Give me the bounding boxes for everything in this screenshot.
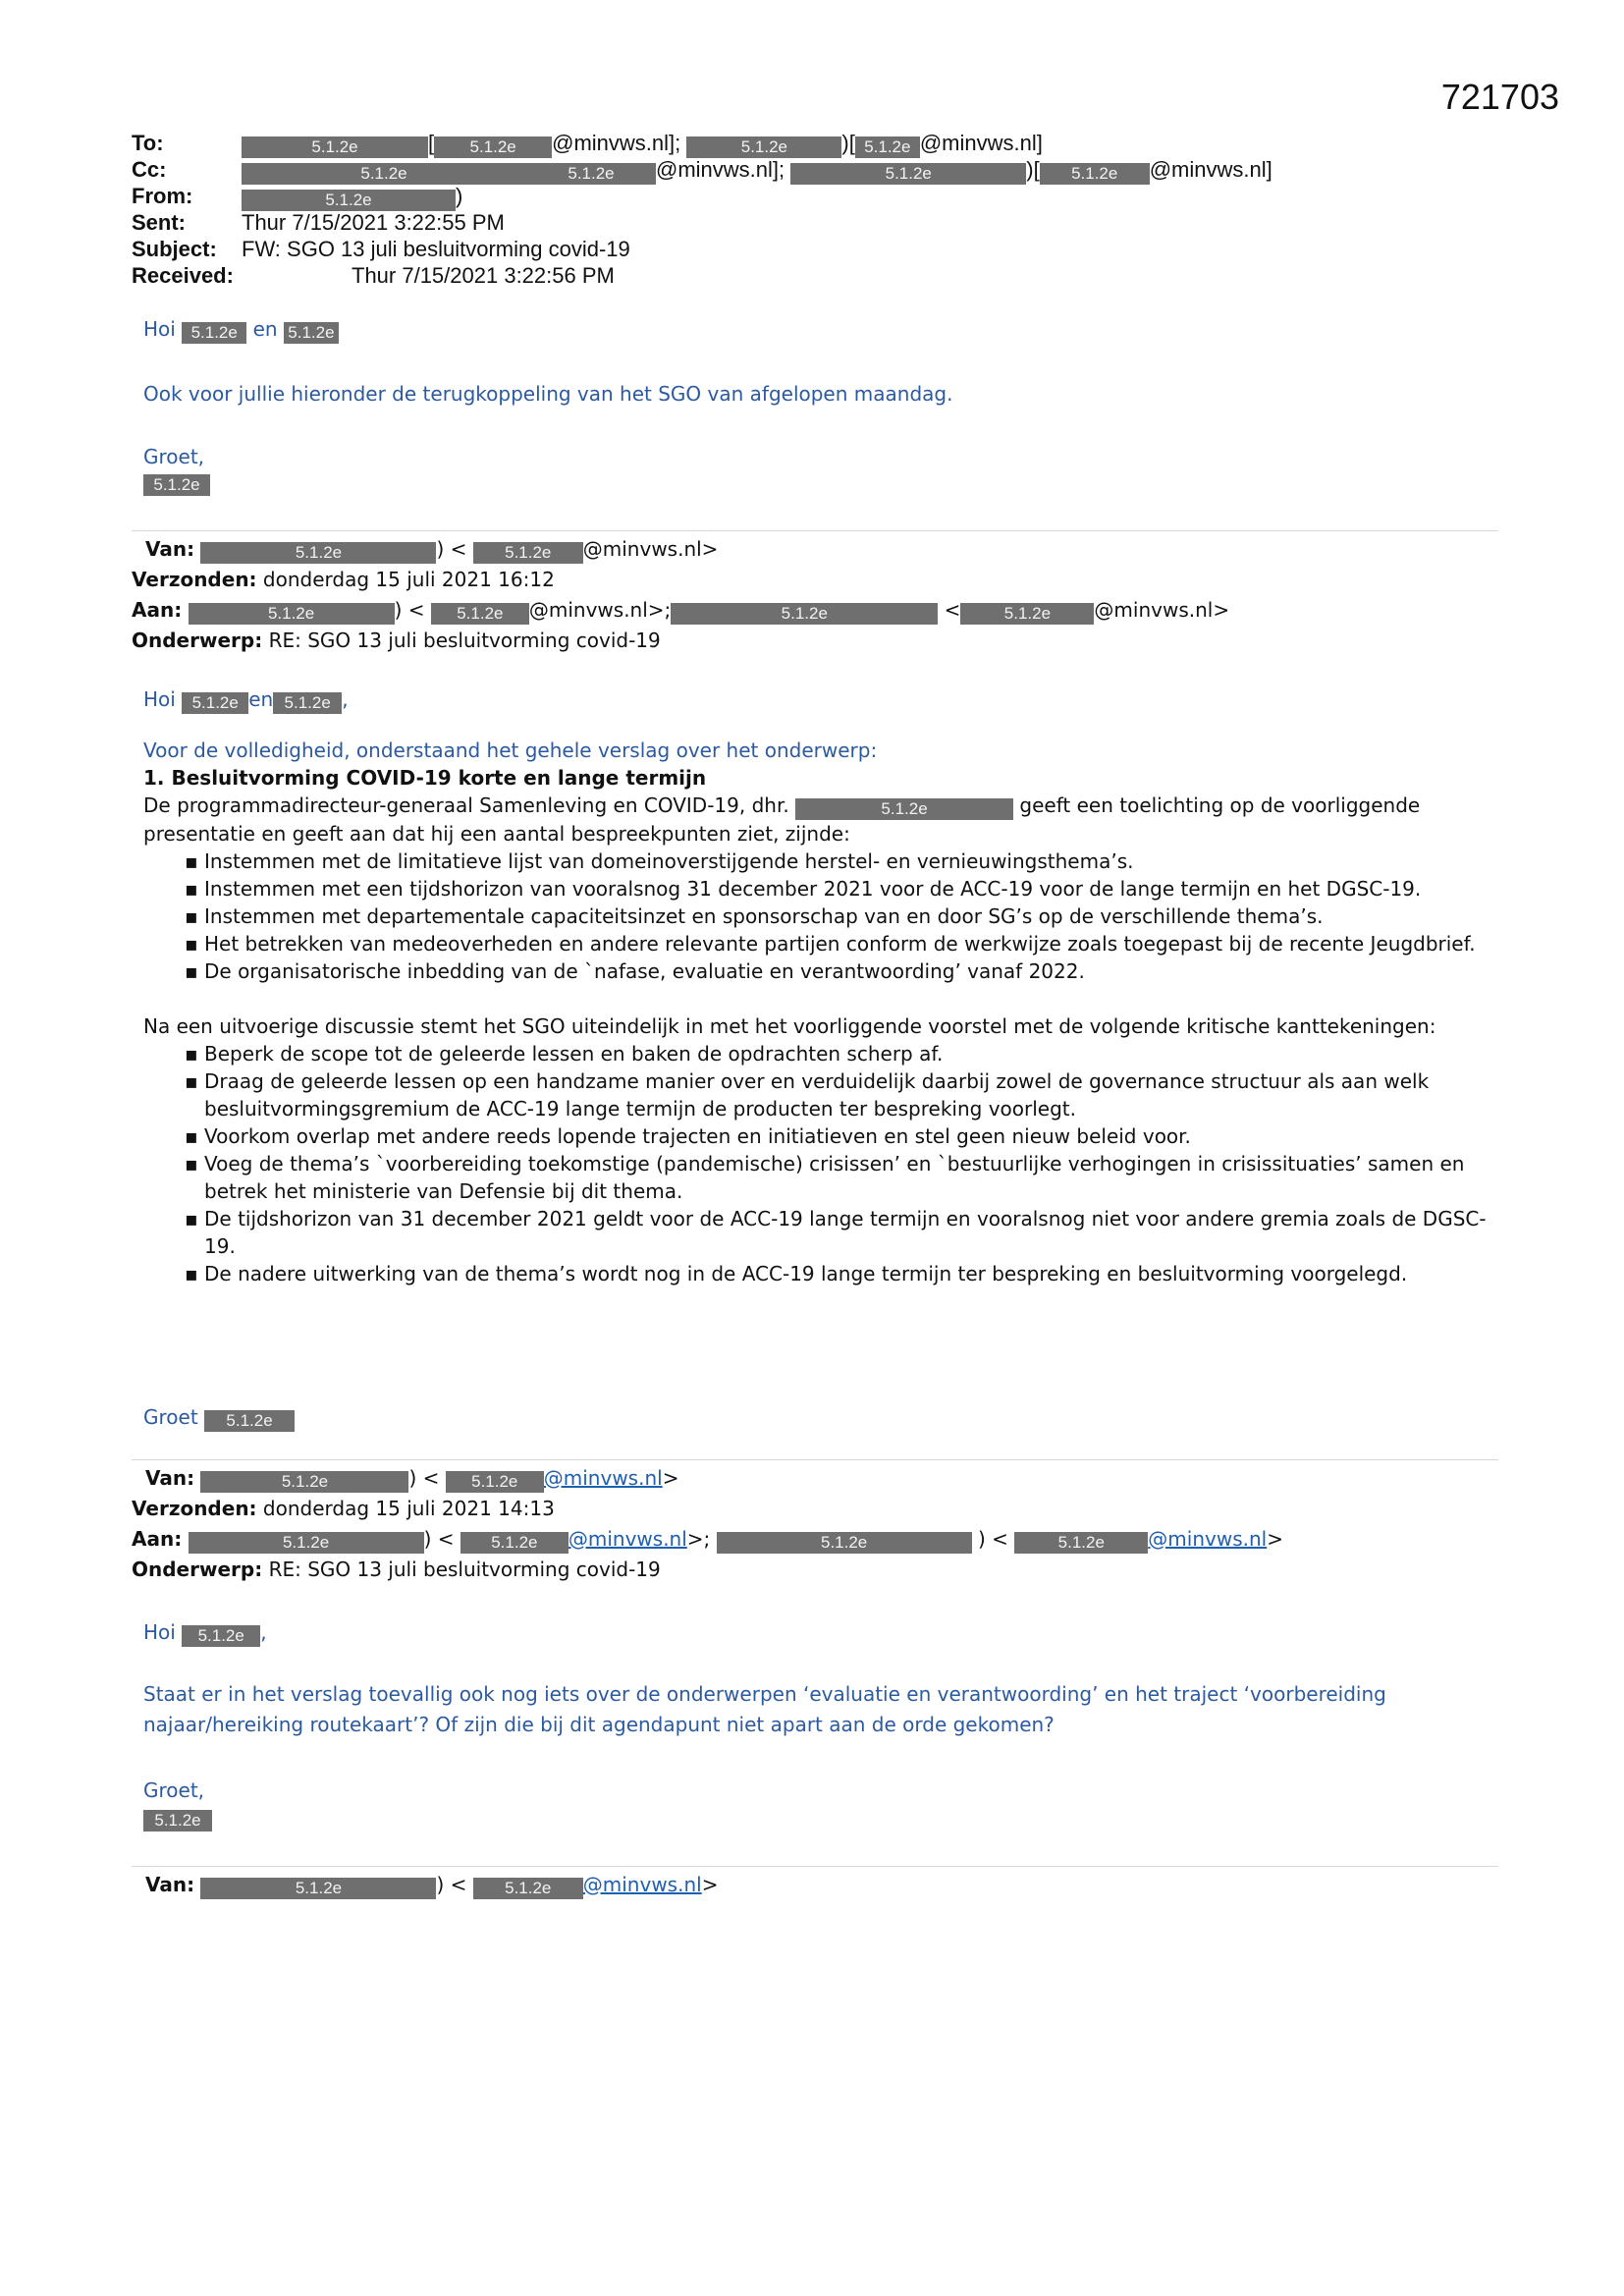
sent-value: Thur 7/15/2021 3:22:55 PM [242, 210, 505, 235]
redaction: 5.1.2e [182, 692, 248, 714]
msg2-text: Staat er in het verslag toevallig ook nog iets over de onderwerpen ‘evaluatie en verantwoording’ en het traject ‘voorbereiding najaar/hereiking routekaart’? Of zijn die bij dit agendapunt niet apart aan de orde gekomen? [143, 1682, 1386, 1736]
top-greeting: Hoi 5.1.2e en 5.1.2e [143, 314, 1498, 345]
redaction: 5.1.2e [795, 798, 1013, 820]
msg1-greeting: Hoi 5.1.2e en 5.1.2e , [143, 687, 349, 712]
msg2-verzonden: Verzonden: donderdag 15 juli 2021 14:13 [132, 1497, 555, 1520]
subject-label: Subject: [132, 237, 217, 261]
msg1-closing: Groet 5.1.2e [143, 1402, 1498, 1433]
list-item: ▪ Voeg de thema’s `voorbereiding toekomstige (pandemische) crisissen’ en `bestuurlijke verhogingen in crisissituaties’ samen en betrek het ministerie van Defensie bij dit thema. [204, 1150, 1504, 1205]
email-link[interactable]: @minvws.nl [1148, 1527, 1268, 1551]
redaction: 5.1.2e [200, 1878, 436, 1899]
points-list [143, 847, 1504, 985]
email-link[interactable]: @minvws.nl [568, 1527, 687, 1551]
redaction: 5.1.2e [460, 1532, 568, 1554]
redaction: 5.1.2e [473, 542, 583, 564]
redaction: 5.1.2e [1014, 1532, 1148, 1554]
email-link[interactable]: @minvws.nl [543, 1466, 663, 1490]
redaction: 5.1.2e [273, 692, 342, 714]
list-item: ▪ De organisatorische inbedding van de `nafase, evaluatie en verantwoording’ vanaf 2022. [204, 957, 1504, 985]
remarks-list [143, 1040, 1504, 1287]
redaction: 5.1.2e [431, 603, 529, 625]
list-item: ▪ Draag de geleerde lessen op een handzame manier over en verduidelijk daarbij zowel de governance structuur als aan welk besluitvormingsgremium de ACC-19 lange termijn de producten ter bespreking voorlegt. [204, 1067, 1504, 1122]
msg1-discussion: Na een uitvoerige discussie stemt het SGO uiteindelijk in met het voorliggende voorstel met de volgende kritische kanttekeningen: [143, 1014, 1436, 1038]
redaction: 5.1.2e [242, 163, 526, 185]
redaction: 5.1.2e [182, 1625, 260, 1647]
redaction: 5.1.2e [446, 1471, 544, 1493]
redaction: 5.1.2e [143, 474, 210, 496]
redaction: 5.1.2e [1040, 163, 1150, 185]
redaction: 5.1.2e [686, 137, 841, 158]
redaction: 5.1.2e [717, 1532, 972, 1554]
redaction: 5.1.2e [189, 1532, 424, 1554]
list-item: ▪ Instemmen met departementale capaciteitsinzet en sponsorschap van en door SG’s op de verschillende thema’s. [204, 902, 1504, 930]
msg2-onderwerp: Onderwerp: RE: SGO 13 juli besluitvorming covid-19 [132, 1558, 661, 1581]
received-label: Received: [132, 263, 234, 288]
list-item: ▪ Voorkom overlap met andere reeds lopende trajecten en initiatieven en stel geen nieuw beleid voor. [204, 1122, 1504, 1150]
redaction: 5.1.2e [671, 603, 938, 625]
msg2-greeting: Hoi 5.1.2e , [143, 1620, 267, 1645]
redaction: 5.1.2e [204, 1410, 295, 1432]
redaction: 5.1.2e [200, 542, 436, 564]
redaction: 5.1.2e [200, 1471, 408, 1493]
redaction: 5.1.2e [143, 1810, 212, 1831]
received-value: Thur 7/15/2021 3:22:56 PM [352, 263, 615, 288]
list-item: ▪ De nadere uitwerking van de thema’s wordt nog in de ACC-19 lange termijn ter bespreking en besluitvorming voorgelegd. [204, 1260, 1504, 1287]
list-item: ▪ De tijdshorizon van 31 december 2021 geldt voor de ACC-19 lange termijn en vooralsnog niet voor andere gremia zoals de DGSC-19. [204, 1205, 1504, 1260]
document-number: 721703 [1440, 77, 1559, 117]
top-message-text: Ook voor jullie hieronder de terugkoppeling van het SGO van afgelopen maandag. [143, 382, 953, 406]
redaction: 5.1.2e [473, 1878, 583, 1899]
to-label: To: [132, 131, 164, 155]
msg1-paragraph: De programmadirecteur-generaal Samenleving en COVID-19, dhr. 5.1.2e geeft een toelichting op de voorliggende presentatie en geeft aan dat hij een aantal bespreekpunten ziet, zijnde: [143, 793, 1421, 846]
redaction: 5.1.2e [855, 137, 920, 158]
separator [132, 530, 1498, 531]
msg1-verzonden: Verzonden: donderdag 15 juli 2021 16:12 [132, 568, 555, 591]
msg2-van: Van: 5.1.2e ) < 5.1.2e @minvws.nl> [145, 1466, 679, 1491]
msg1-heading: 1. Besluitvorming COVID-19 korte en lange termijn [143, 766, 707, 790]
redaction: 5.1.2e [284, 322, 339, 344]
subject-value: FW: SGO 13 juli besluitvorming covid-19 [242, 237, 630, 261]
top-closing: Groet, [143, 445, 205, 468]
list-item: ▪ Instemmen met de limitatieve lijst van domeinoverstijgende herstel- en vernieuwingsthema’s. [204, 847, 1504, 875]
redaction: 5.1.2e [242, 190, 456, 211]
msg1-onderwerp: Onderwerp: RE: SGO 13 juli besluitvorming covid-19 [132, 629, 661, 652]
list-item: ▪ Instemmen met een tijdshorizon van vooralsnog 31 december 2021 voor de ACC-19 voor de lange termijn en het DGSC-19. [204, 875, 1504, 902]
msg1-intro: Voor de volledigheid, onderstaand het gehele verslag over het onderwerp: [143, 738, 878, 762]
redaction: 5.1.2e [434, 137, 552, 158]
redaction: 5.1.2e [960, 603, 1094, 625]
from-label: From: [132, 184, 193, 208]
msg1-van: Van: 5.1.2e ) < 5.1.2e @minvws.nl> [145, 537, 719, 562]
sent-label: Sent: [132, 210, 186, 235]
redaction: 5.1.2e [790, 163, 1026, 185]
msg2-aan: Aan: 5.1.2e ) < 5.1.2e @minvws.nl>; 5.1.2e ) < 5.1.2e @minvws.nl> [132, 1527, 1283, 1552]
redaction: 5.1.2e [526, 163, 656, 185]
list-item: ▪ Het betrekken van medeoverheden en andere relevante partijen conform de werkwijze zoals toegepast bij de recente Jeugdbrief. [204, 930, 1504, 957]
msg1-body [143, 737, 1504, 1287]
cc-label: Cc: [132, 157, 167, 182]
redaction: 5.1.2e [182, 322, 246, 344]
redaction: 5.1.2e [242, 137, 428, 158]
separator [132, 1459, 1498, 1460]
document-page: 721703 To: 5.1.2e [ 5.1.2e @minvws.nl]; 5.1.2e )[ 5.1.2e @minvws.nl] Cc: 5.1.2e 5.1.2e @minvws.nl]; 5.1.2e )[ 5.1.2e @minvws.nl] From: 5.1.2e ) Sent: Thur 7/15/2021 3:22:55 PM Subject: FW: SGO 13 juli besluitvorming covid-19 Received: Thur 7/15/2021 3:22:56 PM Hoi 5.1.2e en 5.1.2e Ook voor jullie hieronder de terugkoppeling van het SGO van afgelopen maandag. Groet, 5.1.2e Van: 5.1.2e ) < 5.1.2e @minvws.nl> Verzonden: donderdag 15 juli 2021 16:12 Aan: 5.1.2e ) < 5.1.2e @minvws.nl>; 5.1.2e < 5.1.2e @minvws.nl> Onderwerp: RE: SGO 13 juli besluitvorming covid-19 Hoi 5.1.2e en 5.1.2e , Voor de volledigheid, onderstaand het gehele verslag over het onderwerp: 1. Besluitvorming COVID-19 korte en lange termijn De programmadirecteur-generaal Samenleving en COVID-19, dhr. 5.1.2e geeft een toelichting op de voorliggende presentatie en geeft aan dat hij een aantal bespreekpunten ziet, zijnde: ▪ Instemmen met de limitatieve lijst van domeinoverstijgende herstel- en vernieuwingsthema’s. ▪ Instemmen met een tijdshorizon van vooralsnog 31 december 2021 voor de ACC-19 voor de lange termijn en het DGSC-19. ▪ Instemmen met departementale capaciteitsinzet en sponsorschap van en door SG’s op de verschillende thema’s. ▪ Het betrekken van medeoverheden en andere relevante partijen conform de werkwijze zoals toegepast bij de recente Jeugdbrief. ▪ De organisatorische inbedding van de `nafase, evaluatie en verantwoording’ vanaf 2022. Na een uitvoerige discussie stemt het SGO uiteindelijk in met het voorliggende voorstel met de volgende kritische kanttekeningen: ▪ Beperk de scope tot de geleerde lessen en baken de opdrachten scherp af. ▪ Draag de geleerde lessen op een handzame manier over en verduidelijk daarbij zowel de governance structuur als aan welk besluitvormingsgremium de ACC-19 lange termijn de producten ter bespreking voorlegt. ▪ Voorkom overlap met andere reeds lopende trajecten en initiatieven en stel geen nieuw beleid voor. ▪ Voeg de thema’s `voorbereiding toekomstige (pandemische) crisissen’ en `bestuurlijke verhogingen in crisissituaties’ samen en betrek het ministerie van Defensie bij dit thema. ▪ De tijdshorizon van 31 december 2021 geldt voor de ACC-19 lange termijn en vooralsnog niet voor andere gremia zoals de DGSC-19. ▪ De nadere uitwerking van de thema’s wordt nog in de ACC-19 lange termijn ter bespreking en besluitvorming voorgelegd. Groet 5.1.2e Van: 5.1.2e ) < 5.1.2e @minvws.nl> Verzonden: donderdag 15 juli 2021 14:13 Aan: 5.1.2e ) < 5.1.2e @minvws.nl>; 5.1.2e ) < 5.1.2e @minvws.nl> Onderwerp: RE: SGO 13 juli besluitvorming covid-19 Hoi 5.1.2e , Staat er in het verslag toevallig ook nog iets over de onderwerpen ‘evaluatie en verantwoording’ en het traject ‘voorbereiding najaar/hereiking routekaart’? Of zijn die bij dit agendapunt niet apart aan de orde gekomen? Groet, 5.1.2e Van: 5.1.2e ) < 5.1.2e @minvws.nl> [0, 0, 1624, 2296]
list-item: ▪ Beperk de scope tot de geleerde lessen en baken de opdrachten scherp af. [204, 1040, 1504, 1067]
redaction: 5.1.2e [189, 603, 395, 625]
msg1-aan: Aan: 5.1.2e ) < 5.1.2e @minvws.nl>; 5.1.2e < 5.1.2e @minvws.nl> [132, 598, 1230, 623]
email-link[interactable]: @minvws.nl [582, 1873, 702, 1896]
separator [132, 1866, 1498, 1867]
msg3-van: Van: 5.1.2e ) < 5.1.2e @minvws.nl> [145, 1873, 719, 1897]
msg2-closing: Groet, [143, 1778, 205, 1802]
